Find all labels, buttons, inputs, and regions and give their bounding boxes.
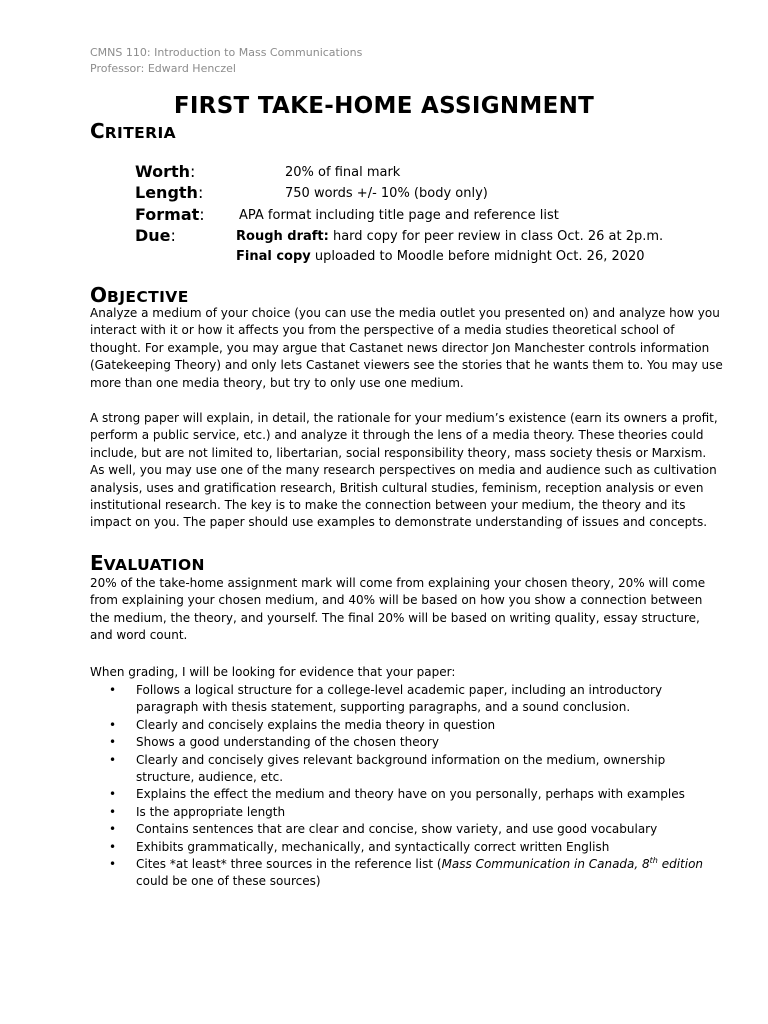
objective-heading-rest: BJECTIVE xyxy=(107,288,189,306)
length-value: 750 words +/- 10% (body only) xyxy=(285,186,488,201)
final-copy-line xyxy=(236,248,645,266)
list-item: • Follows a logical structure for a college-level academic paper, including an introductory paragraph with thesis statement, supporting paragraphs, and a sound conclusion. xyxy=(109,683,663,715)
criteria-heading xyxy=(90,119,176,145)
evaluation-heading xyxy=(90,551,205,577)
bullet-icon: • xyxy=(109,804,117,819)
rough-draft-line xyxy=(236,228,663,246)
text-line: (Gatekeeping Theory) and only lets Castanet viewers see the stories that he wants them to. You may use xyxy=(90,358,723,373)
objective-heading-cap: O xyxy=(90,283,108,307)
list-item: • Cites *at least* three sources in the reference list (Mass Communication in Canada, 8th edition could be one of these sources) xyxy=(109,856,704,889)
text-line: As well, you may use one of the many research perspectives on media and audience such as cultivation xyxy=(90,463,717,478)
bullet-icon: • xyxy=(109,717,117,732)
text-line: and word count. xyxy=(90,628,188,643)
text-line: more than one media theory, but try to only use one medium. xyxy=(90,375,464,390)
worth-value: 20% of final mark xyxy=(285,165,401,180)
list-item: • Clearly and concisely gives relevant background information on the medium, ownership structure, audience, etc. xyxy=(109,752,666,785)
course-name: CMNS 110: Introduction to Mass Communications xyxy=(90,46,363,59)
bullet-icon: • xyxy=(109,857,117,872)
bullet-icon: • xyxy=(109,752,117,767)
list-item: • Exhibits grammatically, mechanically, and syntactically correct written English xyxy=(90,839,690,856)
list-item: • Clearly and concisely explains the media theory in question xyxy=(90,717,690,734)
text-line: perform a public service, etc.) and analyze it through the lens of a media theory. These theories could xyxy=(90,428,704,443)
professor-name: Professor: Edward Henczel xyxy=(90,62,236,75)
objective-paragraph-1 xyxy=(90,305,723,392)
final-copy-value: uploaded to Moodle before midnight Oct. 26, 2020 xyxy=(310,249,645,264)
list-item: • Explains the effect the medium and theory have on you personally, perhaps with examples xyxy=(90,786,690,803)
length-label: Length: xyxy=(135,183,204,202)
text-line: analysis, uses and gratification research, British cultural studies, feminism, reception analysis or even xyxy=(90,480,704,495)
bullet-icon: • xyxy=(109,822,117,837)
list-item: • Contains sentences that are clear and concise, show variety, and use good vocabulary xyxy=(90,821,690,838)
list-item: • Shows a good understanding of the chosen theory xyxy=(90,734,690,751)
bullet-icon: • xyxy=(109,787,117,802)
grading-criteria-list xyxy=(90,682,704,891)
textbook-title: Mass Communication in Canada, 8th edition xyxy=(441,856,704,872)
bullet-icon: • xyxy=(109,683,117,697)
bullet-icon: • xyxy=(109,735,117,750)
final-copy-label: Final copy xyxy=(236,249,311,264)
criteria-heading-cap: C xyxy=(90,119,105,143)
evaluation-heading-rest: VALUATION xyxy=(103,556,205,574)
text-line: A strong paper will explain, in detail, the rationale for your medium’s existence (earn its owners a profit, xyxy=(90,411,718,425)
bullet-icon: • xyxy=(109,839,117,854)
due-label: Due: xyxy=(135,226,176,245)
format-label: Format: xyxy=(135,205,205,224)
criteria-heading-rest: RITERIA xyxy=(104,124,177,142)
text-line: thought. For example, you may argue that Castanet news director Jon Manchester controls information xyxy=(90,340,710,355)
rough-draft-value: hard copy for peer review in class Oct. 26 at 2p.m. xyxy=(328,229,664,244)
text-line: 20% of the take-home assignment mark will come from explaining your chosen theory, 20% will come xyxy=(90,576,706,590)
text-line: institutional research. The key is to make the connection between your medium, the theory and its xyxy=(90,498,686,513)
page-title: FIRST TAKE-HOME ASSIGNMENT xyxy=(173,93,595,119)
objective-paragraph-2 xyxy=(90,410,718,532)
text-line: include, but are not limited to, libertarian, social responsibility theory, mass society thesis or Marxism. xyxy=(90,445,707,460)
text-line: from explaining your chosen medium, and 40% will be based on how you show a connection between xyxy=(90,593,703,608)
format-value: APA format including title page and reference list xyxy=(239,208,559,223)
grading-intro: When grading, I will be looking for evidence that your paper: xyxy=(90,665,456,679)
evaluation-heading-cap: E xyxy=(90,551,104,575)
text-line: impact on you. The paper should use examples to demonstrate understanding of issues and concepts. xyxy=(90,515,708,530)
text-line: interact with it or how it affects you from the perspective of a media studies theoretical school of xyxy=(90,323,675,338)
text-line: the medium, the theory, and yourself. The final 20% will be based on writing quality, essay structure, xyxy=(90,610,700,625)
worth-label: Worth: xyxy=(135,162,196,181)
list-item: • Is the appropriate length xyxy=(90,804,690,821)
text-line: Analyze a medium of your choice (you can use the media outlet you presented on) and analyze how you xyxy=(90,306,720,320)
evaluation-paragraph-1 xyxy=(90,575,706,645)
rough-draft-label: Rough draft: xyxy=(236,229,329,244)
